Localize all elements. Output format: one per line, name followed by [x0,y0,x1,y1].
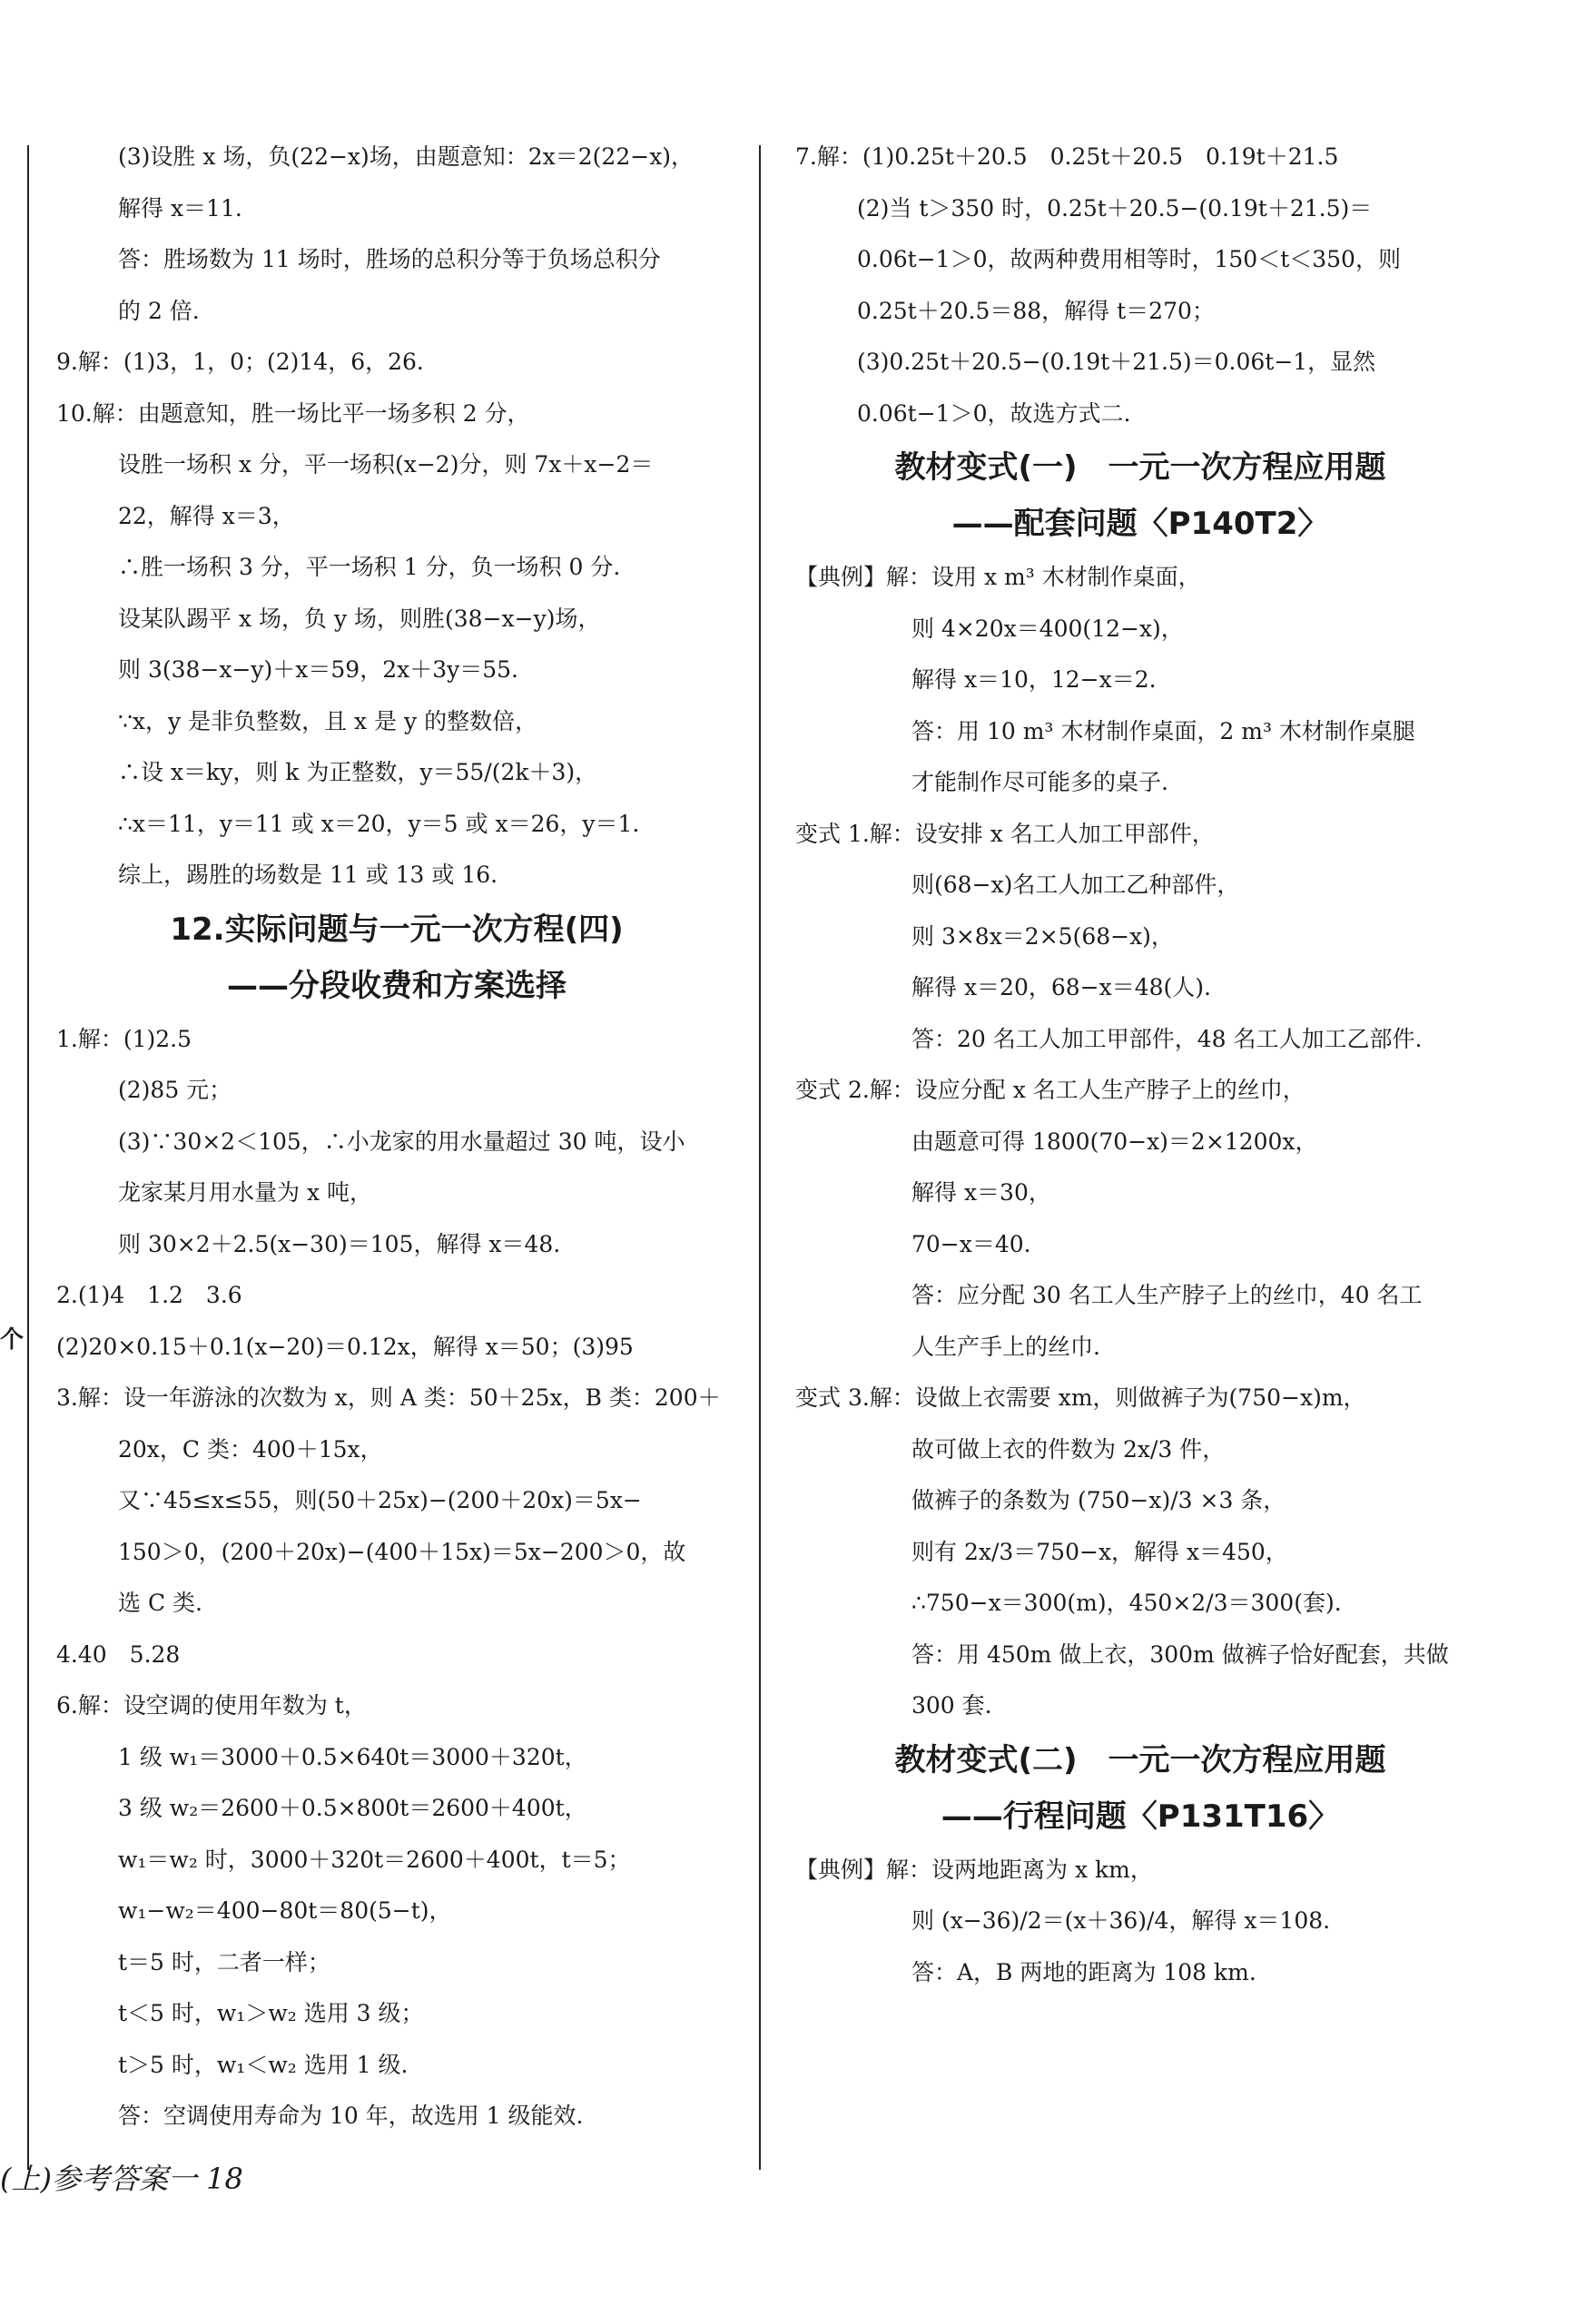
left-text-line: ∵x，y 是非负整数，且 x 是 y 的整数倍， [118,707,538,734]
left-text-line: w₁＝w₂ 时，3000＋320t＝2600＋400t，t＝5； [118,1846,631,1873]
right-text-line: 0.06t−1＞0，故两种费用相等时，150＜t＜350，则 [857,246,1401,272]
left-text-line: 22，解得 x＝3， [118,502,295,529]
right-text-line: 答：用 450m 做上衣，300m 做裤子恰好配套，共做 [911,1640,1449,1668]
left-text-line: 龙家某月用水量为 x 吨， [118,1179,372,1206]
right-text-line: 【典例】解：设两地距离为 x km， [795,1856,1153,1883]
right-text-line: 答：用 10 m³ 木材制作桌面，2 m³ 木材制作桌腿 [911,717,1415,744]
right-text-line: 则 4×20x＝400(12−x)， [911,615,1184,642]
left-text-line: 10.解：由题意知，胜一场比平一场多积 2 分， [56,399,530,427]
section-heading: 教材变式(二) 一元一次方程应用题 [894,1741,1386,1778]
left-text-line: 设胜一场积 x 分，平一场积(x−2)分，则 7x＋x−2＝ [118,451,654,478]
right-text-line: 0.25t＋20.5＝88，解得 t＝270； [857,297,1215,324]
right-text-line: 答：20 名工人加工甲部件，48 名工人加工乙部件. [911,1025,1423,1052]
left-text-line: (3)设胜 x 场，负(22−x)场，由题意知：2x＝2(22−x)， [118,143,695,170]
column-divider [759,145,761,2170]
right-text-line: 变式 3.解：设做上衣需要 xm，则做裤子为(750−x)m， [795,1384,1366,1411]
left-text-line: 解得 x＝11. [118,194,242,222]
left-text-line: (3)∵30×2＜105，∴小龙家的用水量超过 30 吨，设小 [118,1128,685,1155]
left-text-line: 2.(1)4 1.2 3.6 [56,1282,242,1308]
section-heading: 教材变式(一) 一元一次方程应用题 [894,449,1386,486]
left-text-line: 1.解：(1)2.5 [56,1025,192,1052]
right-text-line: 则 3×8x＝2×5(68−x)， [911,922,1174,950]
right-text-line: 人生产手上的丝巾. [911,1333,1100,1360]
left-text-line: 答：胜场数为 11 场时，胜场的总积分等于负场总积分 [118,246,661,272]
right-column [795,132,1485,1998]
left-text-line: 又∵45≤x≤55，则(50＋25x)−(200＋20x)＝5x− [118,1487,642,1513]
left-text-line: 则 30×2＋2.5(x−30)＝105，解得 x＝48. [118,1230,561,1257]
left-text-line: 答：空调使用寿命为 10 年，故选用 1 级能效. [118,2103,584,2129]
right-text-line: 解得 x＝30， [911,1179,1051,1206]
right-text-line: 做裤子的条数为 (750−x)/3 ×3 条， [911,1487,1286,1513]
left-text-line: 3 级 w₂＝2600＋0.5×800t＝2600＋400t， [118,1795,587,1821]
left-text-line: w₁−w₂＝400−80t＝80(5−t)， [118,1897,452,1924]
left-text-line: t＞5 时，w₁＜w₂ 选用 1 级. [118,2051,409,2078]
section-heading: ——行程问题〈P131T16〉 [941,1798,1340,1835]
left-text-line: 选 C 类. [118,1590,202,1616]
right-text-line: 7.解：(1)0.25t＋20.5 0.25t＋20.5 0.19t＋21.5 [795,143,1339,170]
right-text-line: 答：A，B 两地的距离为 108 km. [911,1958,1256,1985]
right-text-line: 由题意可得 1800(70−x)＝2×1200x， [911,1128,1318,1155]
left-text-line: 3.解：设一年游泳的次数为 x，则 A 类：50＋25x，B 类：200＋ [56,1384,721,1411]
left-text-line: t＝5 时，二者一样； [118,1948,330,1975]
left-margin-rule [27,145,29,2170]
left-text-line: 设某队踢平 x 场，负 y 场，则胜(38−x−y)场， [118,605,601,632]
left-text-line: 的 2 倍. [118,297,200,324]
left-text-line: ∴x＝11，y＝11 或 x＝20，y＝5 或 x＝26，y＝1. [118,810,640,837]
right-text-line: 才能制作尽可能多的桌子. [911,769,1168,795]
right-text-line: (3)0.25t＋20.5−(0.19t＋21.5)＝0.06t−1，显然 [857,349,1376,375]
section-heading: 12.实际问题与一元一次方程(四) [170,911,624,948]
right-text-line: 变式 1.解：设安排 x 名工人加工甲部件， [795,820,1215,847]
right-text-line: 则有 2x/3＝750−x，解得 x＝450， [911,1538,1288,1565]
left-text-line: (2)85 元； [118,1077,232,1103]
left-text-line: 4.40 5.28 [56,1640,181,1668]
left-text-line: (2)20×0.15＋0.1(x−20)＝0.12x，解得 x＝50；(3)95 [56,1333,634,1360]
right-text-line: 则 (x−36)/2＝(x＋36)/4，解得 x＝108. [911,1907,1331,1934]
right-text-line: 0.06t−1＞0，故选方式二. [857,399,1131,427]
left-text-line: 则 3(38−x−y)＋x＝59，2x＋3y＝55. [118,656,518,683]
right-text-line: 【典例】解：设用 x m³ 木材制作桌面， [795,564,1201,590]
section-heading: ——分段收费和方案选择 [227,967,566,1004]
left-text-line: 综上，踢胜的场数是 11 或 13 或 16. [118,862,498,888]
right-text-line: 故可做上衣的件数为 2x/3 件， [911,1435,1226,1463]
left-text-line: 1 级 w₁＝3000＋0.5×640t＝3000＋320t， [118,1743,587,1770]
left-text-line: t＜5 时，w₁＞w₂ 选用 3 级； [118,2000,424,2026]
section-heading: ——配套问题〈P140T2〉 [951,506,1329,542]
right-text-line: 变式 2.解：设应分配 x 名工人生产脖子上的丝巾， [795,1077,1305,1103]
left-text-line: 20x，C 类：400＋15x， [118,1435,383,1463]
right-text-line: ∴750−x＝300(m)，450×2/3＝300(套). [911,1590,1342,1616]
left-column [56,132,737,2143]
left-text-line: ∴胜一场积 3 分，平一场积 1 分，负一场积 0 分. [118,554,621,580]
page-footer: (上)参考答案一 18 [0,2162,243,2196]
right-text-line: 答：应分配 30 名工人生产脖子上的丝巾，40 名工 [911,1282,1423,1308]
left-text-line: ∴设 x＝ky，则 k 为正整数，y＝55/(2k＋3)， [118,759,598,785]
right-text-line: 解得 x＝10，12−x＝2. [911,666,1157,693]
right-text-line: 解得 x＝20，68−x＝48(人). [911,974,1211,1000]
edge-mark: 个 [0,1326,25,1354]
left-text-line: 6.解：设空调的使用年数为 t， [56,1692,367,1719]
left-text-line: 9.解：(1)3，1，0；(2)14，6，26. [56,349,424,375]
right-text-line: 70−x＝40. [911,1230,1031,1257]
right-text-line: 300 套. [911,1692,992,1719]
right-text-line: (2)当 t＞350 时，0.25t＋20.5−(0.19t＋21.5)＝ [857,194,1373,222]
left-text-line: 150＞0，(200＋20x)−(400＋15x)＝5x−200＞0，故 [118,1538,686,1565]
right-text-line: 则(68−x)名工人加工乙种部件， [911,872,1240,898]
